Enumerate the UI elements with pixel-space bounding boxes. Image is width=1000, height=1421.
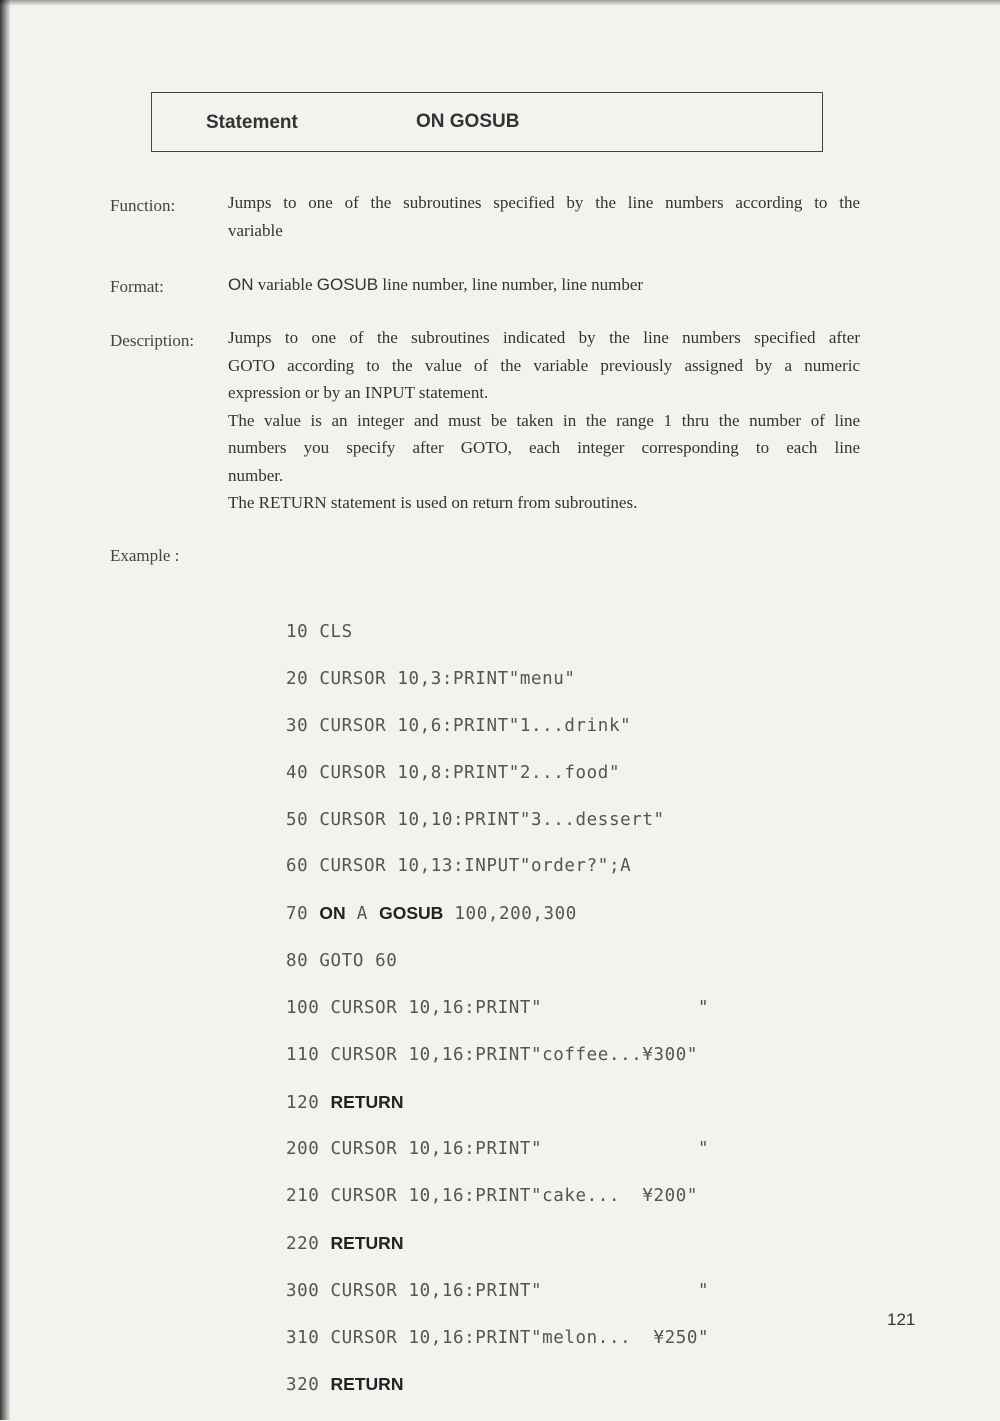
code-keyword-return: RETURN xyxy=(330,1232,404,1253)
description-line: expression or by an INPUT statement. xyxy=(228,383,489,402)
description-line: number. xyxy=(228,465,284,485)
description-line: GOTO according to the value of the variable previously assigned by a numeric xyxy=(228,355,860,375)
description-label: Description: xyxy=(110,331,195,350)
code-line: 50 CURSOR 10,10:PRINT"3...dessert" xyxy=(286,809,665,830)
code-line xyxy=(286,1091,709,1115)
code-line: 200 CURSOR 10,16:PRINT" " xyxy=(286,1139,710,1160)
format-text xyxy=(228,271,860,299)
format-variable: variable xyxy=(253,275,317,294)
code-keyword-on: ON xyxy=(319,903,346,924)
page-top-shadow xyxy=(0,0,1000,6)
description-line: The value is an integer and must be taken in the range 1 thru the number of line xyxy=(228,410,860,430)
format-rest: line number, line number, line number xyxy=(378,275,644,294)
code-line: 40 CURSOR 10,8:PRINT"2...food" xyxy=(286,762,621,783)
description-line: Jumps to one of the subroutines indicated by the line numbers specified after xyxy=(228,328,860,347)
page-number: 121 xyxy=(887,1310,916,1329)
code-line: 100 CURSOR 10,16:PRINT" " xyxy=(286,997,710,1018)
code-keyword-return: RETURN xyxy=(330,1091,404,1112)
code-line: 60 CURSOR 10,13:INPUT"order?";A xyxy=(286,856,632,877)
code-line: 210 CURSOR 10,16:PRINT"cake... ¥200" xyxy=(286,1186,699,1207)
code-line: 310 CURSOR 10,16:PRINT"melon... ¥250" xyxy=(286,1327,710,1348)
statement-kind: Statement xyxy=(206,112,298,133)
code-line xyxy=(286,902,709,926)
function-line: Jumps to one of the subroutines specified by the line numbers according to the xyxy=(228,193,860,212)
code-line-number: 320 xyxy=(286,1375,331,1396)
code-keyword-gosub: GOSUB xyxy=(379,903,444,924)
code-line: 30 CURSOR 10,6:PRINT"1...drink" xyxy=(286,716,632,737)
statement-header-box xyxy=(151,92,823,152)
code-line-number: 70 xyxy=(286,904,320,925)
statement-name: ON GOSUB xyxy=(416,111,520,132)
function-label: Function: xyxy=(110,196,176,215)
format-keyword-gosub: GOSUB xyxy=(316,275,379,294)
code-listing xyxy=(286,598,709,1421)
function-line: variable xyxy=(228,220,283,240)
description-line: The RETURN statement is used on return from subroutines. xyxy=(228,493,638,512)
code-line-number: 220 xyxy=(286,1233,331,1254)
description-line: numbers you specify after GOTO, each integer corresponding to each line xyxy=(228,438,860,457)
code-line: 80 GOTO 60 xyxy=(286,951,398,972)
description-text xyxy=(228,324,860,517)
code-line: 300 CURSOR 10,16:PRINT" " xyxy=(286,1280,710,1301)
code-keyword-return: RETURN xyxy=(330,1374,404,1395)
format-label: Format: xyxy=(110,277,164,296)
code-line xyxy=(286,1232,709,1256)
code-line: 20 CURSOR 10,3:PRINT"menu" xyxy=(286,669,576,690)
page-binding-edge xyxy=(0,0,10,1420)
code-line-number: 120 xyxy=(286,1092,331,1113)
example-label: Example : xyxy=(110,546,180,565)
format-keyword-on: ON xyxy=(228,275,254,294)
code-variable: A xyxy=(345,904,380,925)
code-line: 10 CLS xyxy=(286,622,353,643)
function-text xyxy=(228,189,860,244)
code-targets: 100,200,300 xyxy=(443,904,577,925)
code-line xyxy=(286,1373,709,1397)
code-line: 110 CURSOR 10,16:PRINT"coffee...¥300" xyxy=(286,1044,699,1065)
